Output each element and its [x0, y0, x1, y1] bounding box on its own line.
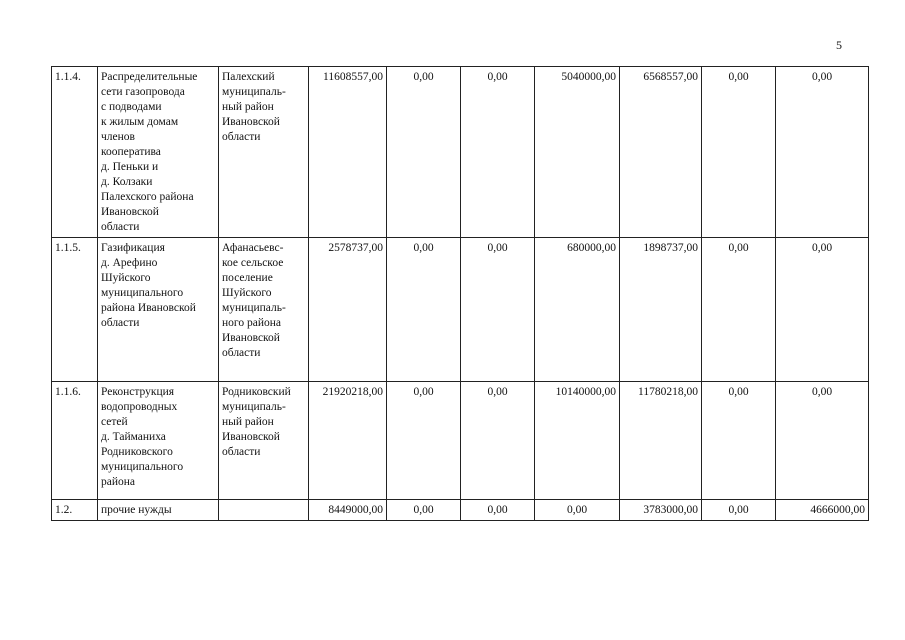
row-value: 5040000,00: [535, 67, 620, 238]
row-total: 11608557,00: [309, 67, 387, 238]
row-value: 0,00: [702, 67, 776, 238]
row-value: 0,00: [461, 238, 535, 382]
row-value: 0,00: [387, 238, 461, 382]
table-row: [52, 500, 869, 521]
row-name: прочие нужды: [98, 500, 219, 521]
row-value: 0,00: [461, 500, 535, 521]
row-recipient: Родниковский муниципаль- ный район Ивановской области: [219, 382, 309, 500]
row-recipient: [219, 500, 309, 521]
row-value: 680000,00: [535, 238, 620, 382]
row-total: 2578737,00: [309, 238, 387, 382]
page-number: 5: [836, 38, 842, 52]
row-name: Распределительные сети газопровода с подводами к жилым домам членов кооператива д. Пеньки и д. Колзаки Палехского района Ивановской области: [98, 67, 219, 238]
row-value: 11780218,00: [620, 382, 702, 500]
row-code: 1.1.5.: [52, 238, 98, 382]
row-value: 10140000,00: [535, 382, 620, 500]
row-value: 0,00: [702, 500, 776, 521]
table-row: [52, 382, 869, 500]
row-code: 1.1.6.: [52, 382, 98, 500]
row-recipient: Палехский муниципаль- ный район Ивановской области: [219, 67, 309, 238]
row-name: Газификация д. Арефино Шуйского муниципального района Ивановской области: [98, 238, 219, 382]
row-value: 3783000,00: [620, 500, 702, 521]
table-row: [52, 67, 869, 238]
row-value: 0,00: [387, 500, 461, 521]
row-value: 0,00: [387, 382, 461, 500]
row-value: 0,00: [535, 500, 620, 521]
row-value: 0,00: [461, 67, 535, 238]
row-value: 1898737,00: [620, 238, 702, 382]
row-value: 0,00: [776, 67, 869, 238]
row-recipient: Афанасьевс- кое сельское поселение Шуйского муниципаль- ного района Ивановской области: [219, 238, 309, 382]
row-total: 8449000,00: [309, 500, 387, 521]
row-value: 0,00: [776, 382, 869, 500]
table-row: [52, 238, 869, 382]
row-value: 6568557,00: [620, 67, 702, 238]
row-value: 0,00: [461, 382, 535, 500]
row-total: 21920218,00: [309, 382, 387, 500]
row-value: 0,00: [776, 238, 869, 382]
budget-table: [51, 66, 869, 521]
row-value: 0,00: [702, 238, 776, 382]
row-code: 1.1.4.: [52, 67, 98, 238]
row-value: 4666000,00: [776, 500, 869, 521]
row-code: 1.2.: [52, 500, 98, 521]
row-value: 0,00: [702, 382, 776, 500]
row-name: Реконструкция водопроводных сетей д. Тайманиха Родниковского муниципального района: [98, 382, 219, 500]
row-value: 0,00: [387, 67, 461, 238]
